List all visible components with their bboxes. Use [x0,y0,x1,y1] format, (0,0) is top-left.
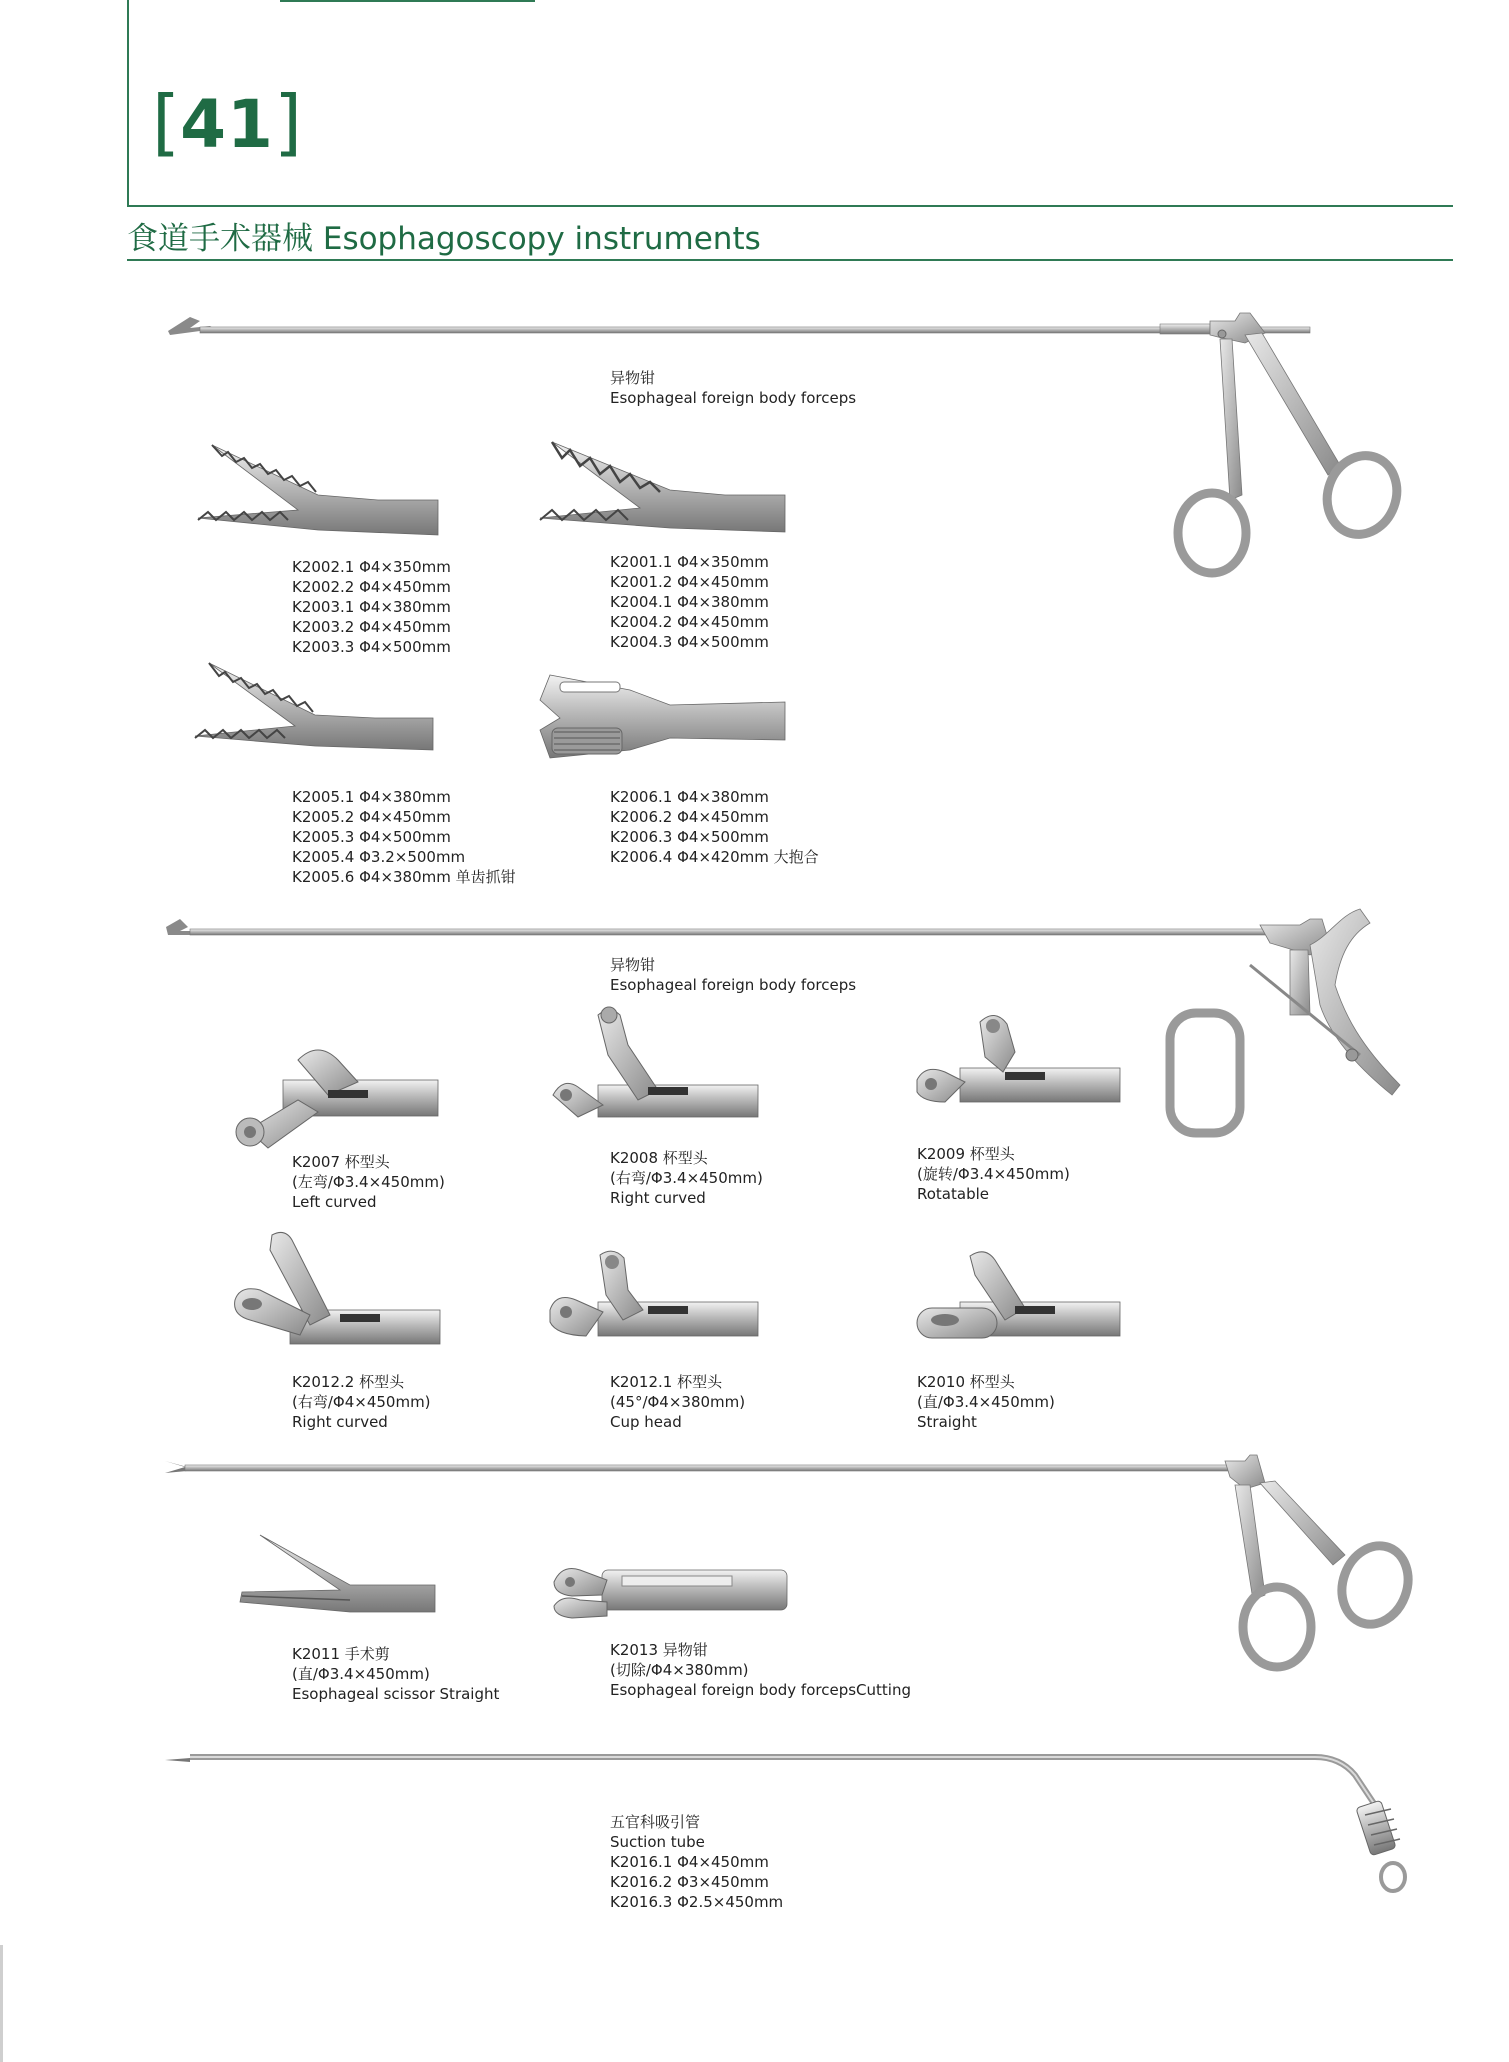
item-group-k2005: K2005.1 Φ4×380mm K2005.2 Φ4×450mm K2005.3 Φ4×500mm K2005.4 Φ3.2×500mm K2005.6 Φ4×380mm 单齿抓钳 [292,788,516,886]
item-k2009: K2009 杯型头 (旋转/Φ3.4×450mm) Rotatable [917,1145,1070,1203]
cup-head-image-k2012-2 [230,1230,440,1360]
section-1-caption: 异物钳 Esophageal foreign body forceps [610,369,857,407]
cup-head-image-left-curved [228,1040,438,1150]
item-k2016: 五官科吸引管 Suction tube K2016.1 Φ4×450mm K2016.2 Φ3×450mm K2016.3 Φ2.5×450mm [610,1813,784,1911]
scissor-blade-image [240,1530,435,1620]
serrated-jaw-image-2 [540,440,785,535]
item-k2013: K2013 异物钳 (切除/Φ4×380mm) Esophageal foreign body forcepsCutting [610,1641,911,1699]
suction-tube-image [165,1745,1425,1905]
item-k2012-1: K2012.1 杯型头 (45°/Φ4×380mm) Cup head [610,1373,746,1431]
page-number: [41] [152,80,303,164]
serrated-jaw-image-3 [195,660,435,755]
cup-head-image-right-curved [548,1005,758,1125]
item-group-k2002: K2002.1 Φ4×350mm K2002.2 Φ4×450mm K2003.1 Φ4×380mm K2003.2 Φ4×450mm K2003.3 Φ4×500mm [292,558,451,656]
item-k2011: K2011 手术剪 (直/Φ3.4×450mm) Esophageal scissor Straight [292,1645,500,1703]
item-group-k2001: K2001.1 Φ4×350mm K2001.2 Φ4×450mm K2004.1 Φ4×380mm K2004.2 Φ4×450mm K2004.3 Φ4×500mm [610,553,769,651]
page-edge-mark [0,1945,3,2062]
header-rule-bottom [127,259,1453,261]
section-2-caption: 异物钳 Esophageal foreign body forceps [610,956,857,994]
grasping-jaw-image [540,670,785,760]
serrated-jaw-image-1 [198,440,438,540]
header-vertical-rule [127,0,129,207]
item-k2008: K2008 杯型头 (右弯/Φ3.4×450mm) Right curved [610,1149,763,1207]
cup-head-image-rotatable [915,1012,1120,1122]
cutting-forceps-jaw-image [552,1560,787,1622]
item-k2010: K2010 杯型头 (直/Φ3.4×450mm) Straight [917,1373,1055,1431]
header-rule-top [127,205,1453,207]
cup-head-image-k2012-1 [548,1250,758,1350]
top-rule [280,0,535,2]
item-k2007: K2007 杯型头 (左弯/Φ3.4×450mm) Left curved [292,1153,445,1211]
cup-head-image-k2010 [915,1250,1120,1350]
item-k2012-2: K2012.2 杯型头 (右弯/Φ4×450mm) Right curved [292,1373,431,1431]
item-group-k2006: K2006.1 Φ4×380mm K2006.2 Φ4×450mm K2006.3 Φ4×500mm K2006.4 Φ4×420mm 大抱合 [610,788,819,866]
page-title: 食道手术器械 Esophagoscopy instruments [127,221,761,257]
